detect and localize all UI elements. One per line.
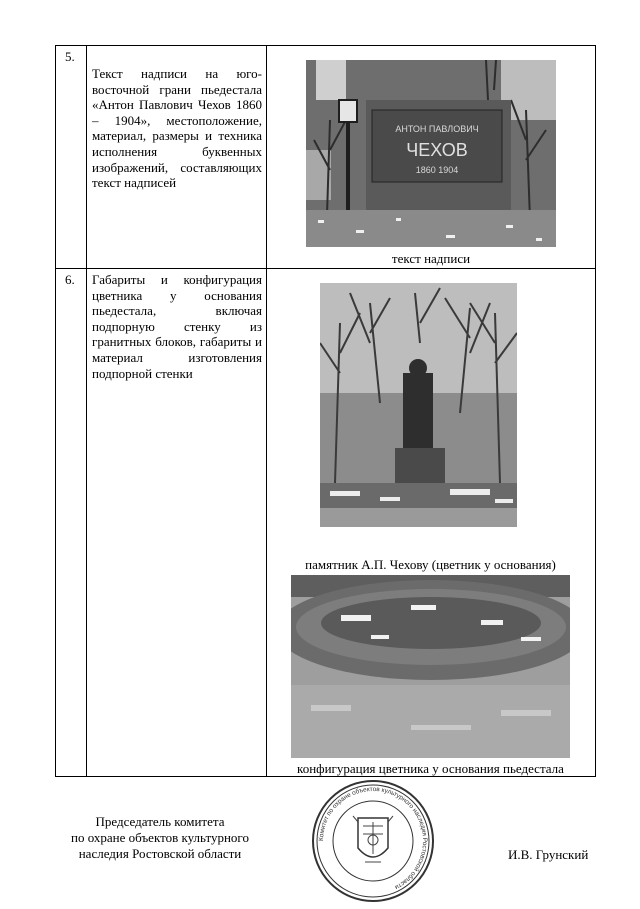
photo-caption: конфигурация цветника у основания пьедестала <box>297 761 564 776</box>
monument-photo <box>320 283 517 527</box>
flowerbed-photo <box>291 575 570 758</box>
row-description: Габариты и конфигурация цветника у основания пьедестала, включая подпорную стенку из гранитных блоков, габариты и материал изготовления подпорной стенки <box>92 272 262 381</box>
table-border-top <box>55 45 596 46</box>
position-line: Председатель комитета <box>95 814 225 829</box>
row-number: 6. <box>65 272 75 287</box>
signatory-name: И.В. Грунский <box>508 847 589 862</box>
table-row-divider <box>55 268 596 269</box>
table-border-left <box>55 45 56 777</box>
seal-text: Комитет по охране объектов культурного наследия Ростовской области <box>317 785 429 891</box>
position-line: наследия Ростовской области <box>78 846 242 861</box>
table-col-divider-1 <box>86 45 87 777</box>
table-border-right <box>595 45 596 777</box>
inscription-line: ЧЕХОВ <box>406 140 468 160</box>
photo-caption: памятник А.П. Чехову (цветник у основания) <box>305 557 556 572</box>
inscription-line: АНТОН ПАВЛОВИЧ <box>395 124 479 134</box>
photo-caption: текст надписи <box>391 251 471 266</box>
inscription-photo <box>306 60 556 247</box>
position-line: по охране объектов культурного <box>71 830 249 845</box>
row-description: Текст надписи на юго-восточной грани пьедестала «Антон Павлович Чехов 1860 – 1904», местоположение, материал, размеры и техника исполнения буквенных изображений, составляющих текст надписей <box>92 66 262 191</box>
inscription-line: 1860 1904 <box>415 165 459 175</box>
official-seal <box>310 778 436 904</box>
row-number: 5. <box>65 49 75 64</box>
table-col-divider-2 <box>266 45 267 777</box>
